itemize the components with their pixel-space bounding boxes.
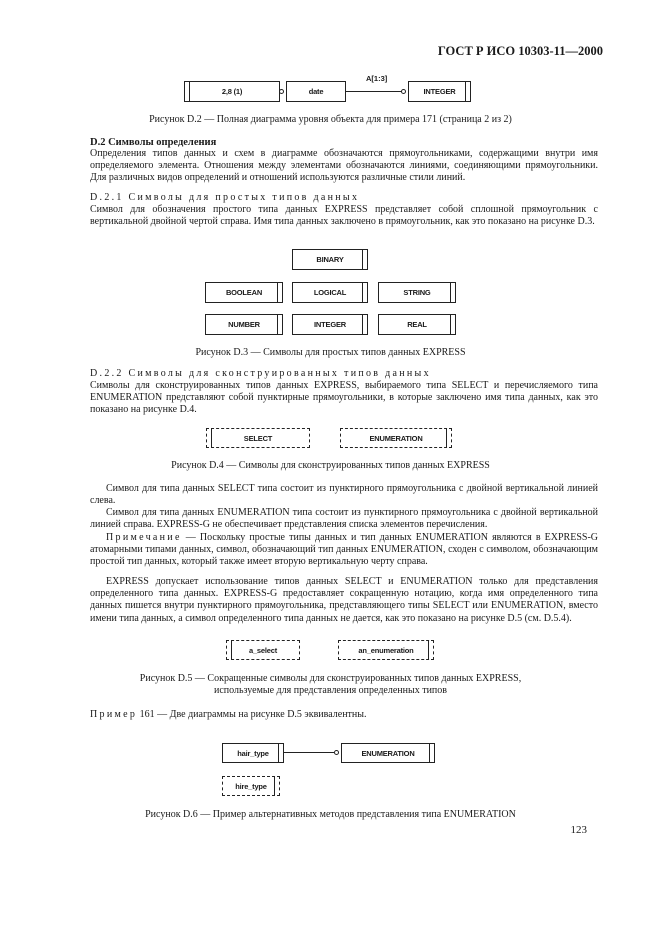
fig-d2-box-date: date — [286, 81, 346, 102]
fig-d6-circle — [334, 750, 339, 755]
fig-d2-circle-2 — [401, 89, 406, 94]
fig-d3-binary: BINARY — [292, 249, 368, 270]
fig-d6-hair-type: hair_type — [222, 743, 284, 763]
section-d22-heading-text: D.2.2 Символы для сконструированных типов данных — [90, 368, 431, 379]
fig-d5-caption-line1: Рисунок D.5 — Сокращенные символы для сконструированных типов данных EXPRESS, — [139, 673, 522, 684]
fig-d6-hire-type: hire_type — [222, 776, 280, 796]
note-paragraph — [90, 532, 598, 569]
example-paragraph — [90, 709, 598, 721]
fig-d3-number: NUMBER — [205, 314, 283, 335]
section-d22-heading — [90, 368, 598, 380]
section-d21-heading — [90, 192, 598, 204]
fig-d5-an-enumeration: an_enumeration — [338, 640, 434, 660]
fig-d6-enumeration: ENUMERATION — [341, 743, 435, 763]
page-number: 123 — [570, 824, 587, 836]
section-d2-heading: D.2 Символы определения — [90, 137, 217, 148]
section-d22-text: Символы для сконструированных типов данных EXPRESS, выбираемого типа SELECT и перечисляемого типа ENUMERATION представляют собой пунктирные прямоугольники, в которые заключено имя типа данных, как это показано на рисунке D.4. — [90, 380, 598, 416]
fig-d5-a-select: a_select — [226, 640, 300, 660]
fig-d2-box-integer: INTEGER — [408, 81, 471, 102]
fig-d5-caption-line2: используемые для представления определенных типов — [213, 685, 448, 696]
note-label: Примечание — [106, 532, 182, 543]
fig-d2-connector — [346, 91, 402, 92]
example-label: Пример — [90, 709, 138, 720]
paragraph-select: Символ для типа данных SELECT типа состоит из пунктирного прямоугольника с двойной вертикальной линией слева. — [90, 483, 598, 507]
fig-d3-real: REAL — [378, 314, 456, 335]
fig-d3-boolean: BOOLEAN — [205, 282, 283, 303]
section-d21-text: Символ для обозначения простого типа данных EXPRESS представляет собой сплошной прямоугольник с вертикальной двойной чертой справа. Имя типа данных заключено в прямоугольник, как это показано на рисунке D.3. — [90, 204, 598, 228]
fig-d2-box-reference: 2,8 (1) — [184, 81, 280, 102]
note-text: — Поскольку простые типы данных и тип данных ENUMERATION являются в EXPRESS-G атомарными типами данных, символ, обозначающий тип данных ENUMERATION, сходен с символом, обозначающим простой тип данных, который также имеет вторую вертикальную черту справа. — [90, 532, 598, 568]
fig-d3-string: STRING — [378, 282, 456, 303]
fig-d3-integer: INTEGER — [292, 314, 368, 335]
fig-d6-connector — [284, 752, 334, 753]
document-header: ГОСТ Р ИСО 10303-11—2000 — [437, 44, 603, 58]
fig-d2-circle-1 — [279, 89, 284, 94]
fig-d6-caption: Рисунок D.6 — Пример альтернативных методов представления типа ENUMERATION — [145, 809, 516, 820]
example-text: 161 — Две диаграммы на рисунке D.5 эквивалентны. — [137, 709, 367, 720]
fig-d4-enumeration: ENUMERATION — [340, 428, 452, 448]
paragraph-enumeration: Символ для типа данных ENUMERATION типа состоит из пунктирного прямоугольника с двойной вертикальной линией справа. EXPRESS-G не обеспечивает представления списка элементов перечисления. — [90, 507, 598, 531]
section-d2-text: Определения типов данных и схем в диаграмме обозначаются прямоугольниками, содержащими внутри имя определяемого элемента. Отношения между элементами обозначаются линиями, соединяющими прямоугольники. Для различных видов определений и отношений используются различные стили линий. — [90, 148, 598, 184]
fig-d2-label: A[1:3] — [366, 74, 388, 83]
fig-d3-logical: LOGICAL — [292, 282, 368, 303]
fig-d4-caption: Рисунок D.4 — Символы для сконструированных типов данных EXPRESS — [171, 460, 490, 471]
section-d21-heading-text: D.2.1 Символы для простых типов данных — [90, 192, 360, 203]
paragraph-shorthand: EXPRESS допускает использование типов данных SELECT и ENUMERATION только для представления определенного типа данных. EXPRESS-G предоставляет сокращенную нотацию, когда имя определенного типа данных пишется внутри пунктирного прямоугольника, представляющего типы SELECT или ENUMERATION, вместо имени типа данных, а символ определенного типа данных не дается, как это показано на рисунке D.5 (см. D.5.4). — [90, 576, 598, 624]
fig-d2-caption: Рисунок D.2 — Полная диаграмма уровня объекта для примера 171 (страница 2 из 2) — [149, 114, 512, 125]
fig-d3-caption: Рисунок D.3 — Символы для простых типов данных EXPRESS — [195, 347, 466, 358]
fig-d4-select: SELECT — [206, 428, 310, 448]
